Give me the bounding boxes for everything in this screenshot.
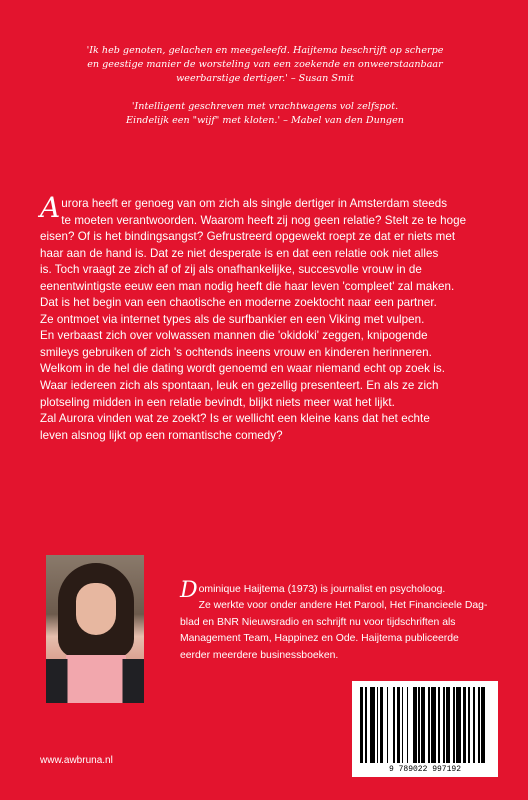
quote-2 xyxy=(60,100,470,128)
quote-line: 'Ik heb genoten, gelachen en meegeleefd. Haijtema beschrijft op scherpe xyxy=(86,45,444,56)
barcode-bars xyxy=(360,687,490,763)
blurb-line: eenentwintigste eeuw een man nodig heeft die haar leven 'compleet' zal maken. xyxy=(40,279,455,293)
barcode-bar xyxy=(485,687,490,763)
blurb-line: plotseling midden in een relatie bevindt, blijkt niets meer wat het lijkt. xyxy=(40,395,395,409)
author-bio xyxy=(180,578,495,664)
blurb-line: Zal Aurora vinden wat ze zoekt? Is er wellicht een kleine kans dat het echte xyxy=(40,412,430,426)
blurb-line: Welkom in de hel die dating wordt genoemd en waar niemand echt op zoek is. xyxy=(40,362,445,376)
quote-line: Eindelijk een "wijf" met kloten.' – Mabel van den Dungen xyxy=(126,115,404,127)
author-face xyxy=(76,583,116,635)
isbn-number: 9 789022 997192 xyxy=(388,765,461,774)
blurb-line: Dat is het begin van een chaotische en moderne zoektocht naar een partner. xyxy=(40,296,437,310)
quote-line: weerbarstige dertiger.' – Susan Smit xyxy=(176,72,354,84)
bio-line: Ze werkte voor onder andere Het Parool, Het Financieele Dag- xyxy=(198,600,488,612)
blurb-line: En verbaast zich over volwassen mannen die 'okidoki' zeggen, knipogende xyxy=(40,329,428,343)
blurb-line: eisen? Of is het bindingsangst? Gefrustreerd opgewekt roept ze dat er niets met xyxy=(40,230,456,244)
author-photo xyxy=(46,555,144,703)
quote-1 xyxy=(60,44,470,85)
isbn-barcode xyxy=(352,681,498,777)
quote-line: 'Intelligent geschreven met vrachtwagens vol zelfspot. xyxy=(131,101,399,113)
back-cover-blurb xyxy=(40,191,490,444)
blurb-line: urora heeft er genoeg van om zich als single dertiger in Amsterdam steeds xyxy=(61,197,448,210)
bio-line: blad en BNR Nieuwsradio en schrijft nu voor tijdschriften als xyxy=(180,616,456,628)
bio-line: Management Team, Happinez en Ode. Haijtema publiceerde xyxy=(180,633,459,645)
blurb-line: smileys gebruiken of zich 's ochtends ineens vrouw en kinderen herinneren. xyxy=(40,345,432,359)
blurb-line: leven alsnog lijkt op een romantische comedy? xyxy=(40,428,283,442)
bio-line: ominique Haijtema (1973) is journalist en psycholoog. xyxy=(198,584,446,595)
blurb-line: is. Toch vraagt ze zich af of zij als onafhankelijke, succesvolle vrouw in de xyxy=(40,263,422,277)
review-quotes xyxy=(60,44,470,143)
blurb-line: te moeten verantwoorden. Waarom heeft zij nog geen relatie? Stelt ze te hoge xyxy=(61,213,467,227)
bio-dropcap: D xyxy=(180,578,198,603)
blurb-line: Waar iedereen zich als spontaan, leuk en gezellig presenteert. En als ze zich xyxy=(40,379,439,393)
quote-line: en geestige manier de worsteling van een zoekende en onweerstaanbaar xyxy=(87,58,443,70)
blurb-line: Ze ontmoet via internet types als de surfbankier en een Viking met vulpen. xyxy=(40,312,425,326)
publisher-url[interactable]: www.awbruna.nl xyxy=(40,755,113,766)
blurb-dropcap: A xyxy=(40,191,61,224)
blurb-line: haar aan de hand is. Dat ze niet desperate is en dat een relatie ook niet alles xyxy=(40,246,439,260)
author-jacket xyxy=(46,659,144,703)
bio-line: eerder meerdere businessboeken. xyxy=(180,649,339,661)
